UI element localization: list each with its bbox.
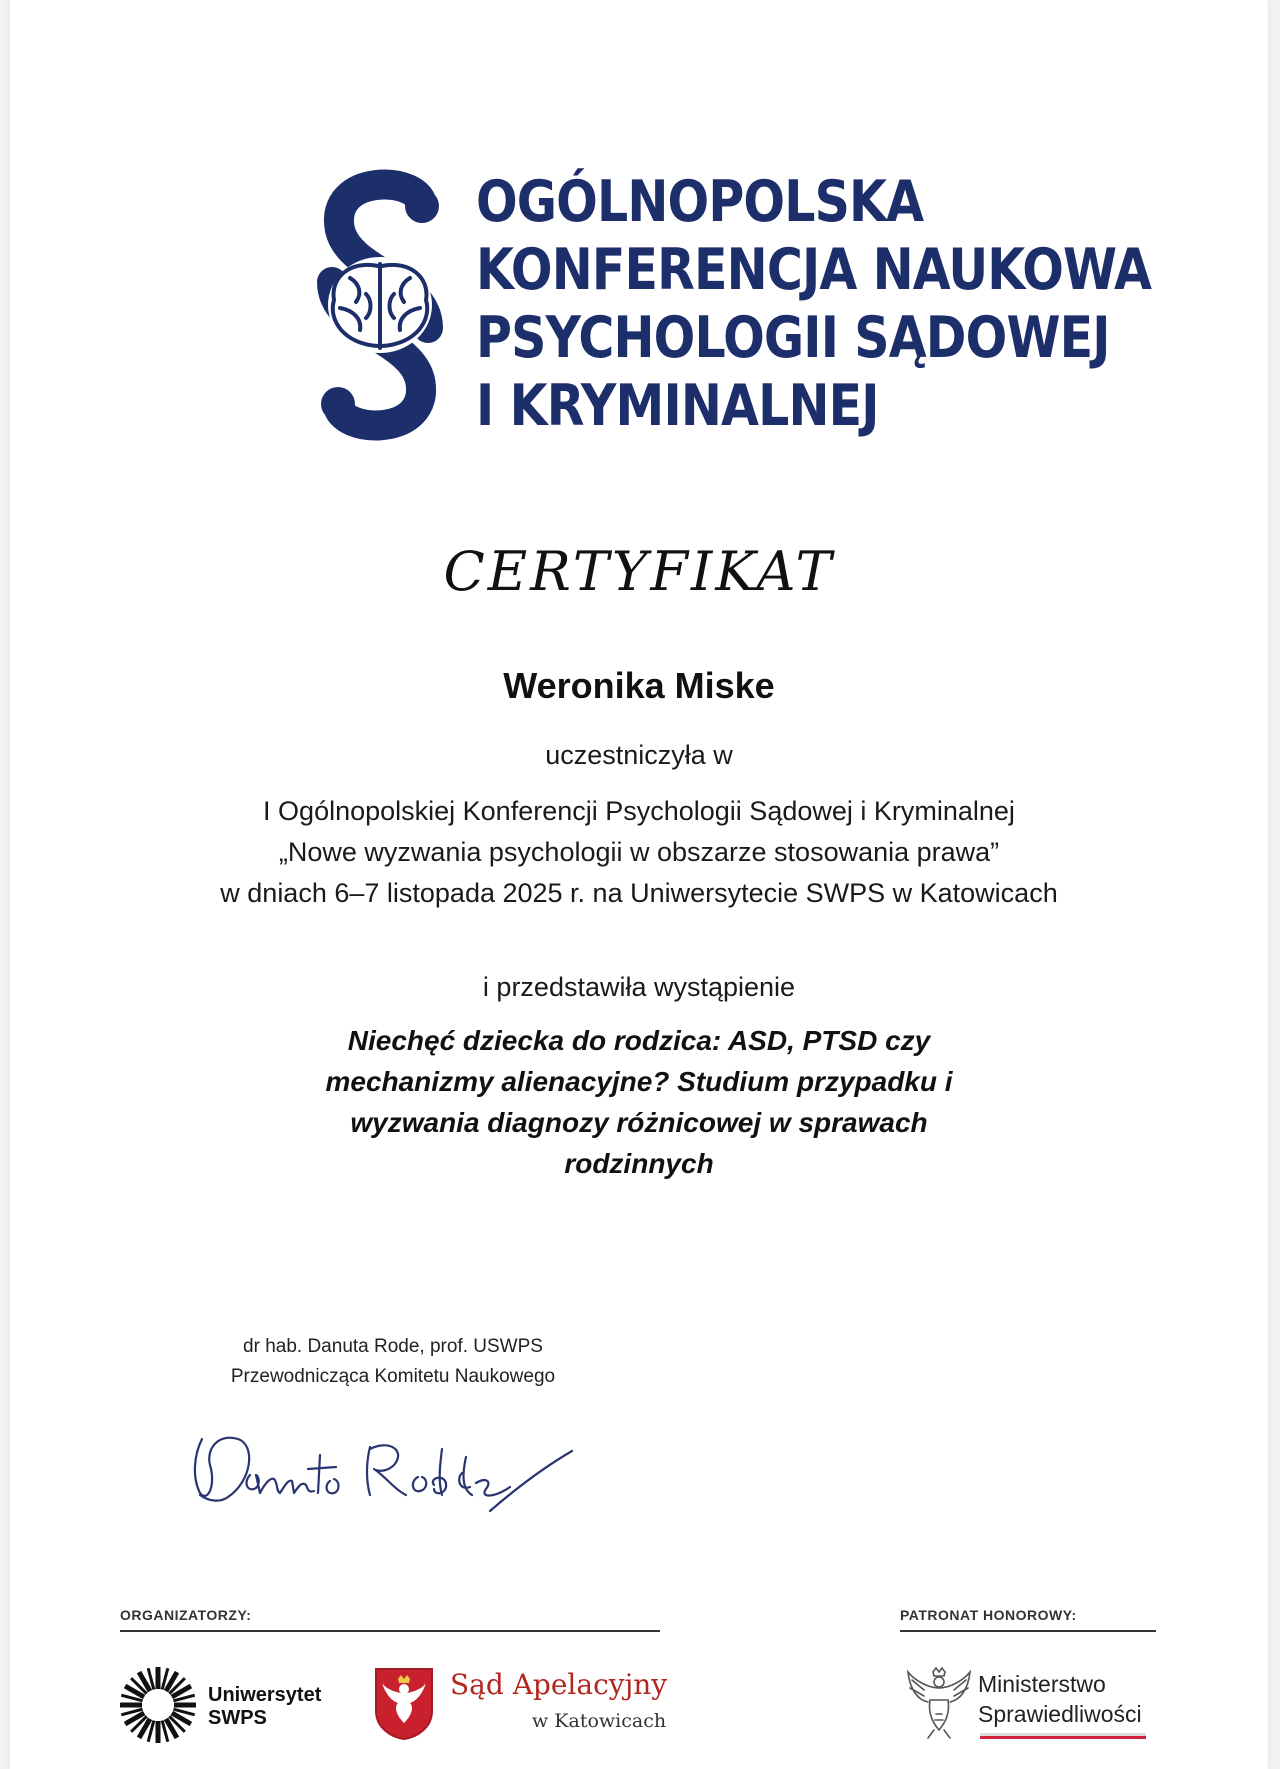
signer-block [198, 1332, 588, 1392]
talk-line: rodzinnych [564, 1148, 714, 1179]
court-city: w Katowicach [532, 1710, 667, 1732]
presented-text: i przedstawiła wystąpienie [482, 972, 796, 1002]
talk-line: Niechęć dziecka do rodzica: ASD, PTSD czy [347, 1025, 931, 1056]
logo-line: OGÓLNOPOLSKA [476, 169, 924, 235]
signature-image [180, 1415, 580, 1515]
certificate-title: CERTYFIKAT [443, 540, 835, 603]
paragraph-brain-icon [310, 168, 450, 443]
swps-line: Uniwersytet [208, 1684, 322, 1706]
certificate-page [10, 0, 1268, 1769]
organizers-divider [120, 1630, 660, 1632]
talk-line: mechanizmy alienacyjne? Studium przypadku i [325, 1066, 953, 1097]
ministry-flag-bar [980, 1733, 1146, 1739]
patronage-divider [900, 1630, 1156, 1632]
signer-role: Przewodnicząca Komitetu Naukowego [230, 1366, 556, 1387]
conference-details [10, 791, 1268, 914]
conference-line: „Nowe wyzwania psychologii w obszarze stosowania prawa” [278, 837, 1000, 867]
logo-line: PSYCHOLOGII SĄDOWEJ [476, 305, 1110, 371]
ministry-line: Ministerstwo [978, 1671, 1106, 1697]
signer-name: dr hab. Danuta Rode, prof. USWPS [243, 1336, 543, 1357]
flag-red-stripe [980, 1736, 1146, 1739]
polish-eagle-shield-icon [372, 1665, 436, 1741]
talk-line: wyzwania diagnozy różnicowej w sprawach [350, 1107, 928, 1138]
participated-text: uczestniczyła w [545, 740, 733, 770]
swps-name [208, 1684, 321, 1730]
swps-logo-icon [118, 1665, 198, 1745]
logo-line: KONFERENCJA NAUKOWA [476, 237, 1152, 303]
conference-line: w dniach 6–7 listopada 2025 r. na Uniwersytecie SWPS w Katowicach [220, 878, 1058, 908]
organizers-label: ORGANIZATORZY: [120, 1607, 252, 1623]
ministry-line: Sprawiedliwości [978, 1701, 1142, 1727]
ministry-name [978, 1669, 1142, 1729]
conference-logo-text [476, 168, 1152, 440]
logo-line: I KRYMINALNEJ [476, 373, 879, 439]
swps-line: SWPS [208, 1707, 267, 1729]
patronage-label: PATRONAT HONOROWY: [900, 1607, 1077, 1623]
conference-line: I Ogólnopolskiej Konferencji Psychologii Sądowej i Kryminalnej [263, 796, 1015, 826]
court-name: Sąd Apelacyjny [450, 1668, 668, 1701]
talk-title [10, 1020, 1268, 1184]
recipient-name: Weronika Miske [503, 665, 775, 706]
ministry-eagle-icon [900, 1660, 978, 1742]
